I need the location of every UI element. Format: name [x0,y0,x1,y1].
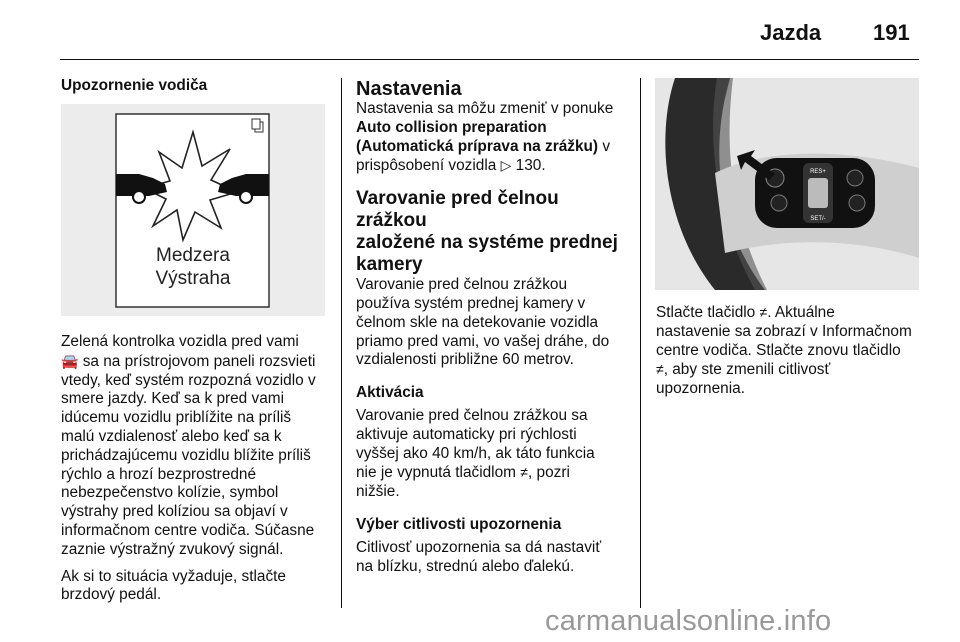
line: , aby ste zmenili citlivosť [663,361,831,379]
paragraph-warning-description [61,333,336,560]
cruise-roller-control[interactable] [808,178,828,208]
watermark: carmanualsonline.info [545,605,832,637]
section-heading-driver-alert: Upozornenie vodiča [61,77,208,94]
line: upozornenia. [656,380,745,398]
cruise-cancel-button[interactable] [771,195,787,211]
line: nižšie. [356,483,400,501]
section-heading-front-camera [356,188,631,276]
middle-column [356,78,631,584]
line: vtedy, keď systém rozpozná vozidlo v [61,371,316,389]
line: Varovanie pred čelnou zrážkou [356,188,559,232]
page-number: 191 [873,20,910,45]
display-label-line1: Medzera [156,245,230,266]
activation-paragraph [356,407,631,502]
line: Ak si to situácia vyžaduje, stlačte [61,567,286,585]
paragraph-brake-advice [61,568,336,606]
line: centre vodiča. Stlačte znovu tlačidlo [656,341,901,359]
collision-alert-button-icon: ≠ [656,361,664,378]
line: Citlivosť upozornenia sa dá nastaviť [356,538,602,556]
right-column-body [656,303,926,407]
set-label: SET/- [810,216,826,222]
line: prichádzajúcemu vozidlu blížite príliš [61,446,311,464]
line: Varovanie pred čelnou zrážkou [356,276,568,294]
display-label-line2: Výstraha [155,268,231,289]
line: v [598,137,611,155]
left-column [61,77,331,100]
line: kamery [356,254,423,276]
line: nebezpečenstvo kolízie, symbol [61,484,279,502]
line: čelnom skle na detekovanie vozidla [356,313,599,331]
line: Stlačte tlačidlo [656,304,760,321]
collision-warning-illustration [61,104,325,316]
line: . Aktuálne [767,304,835,321]
steering-wheel-illustration [655,78,919,290]
line: idúcemu vozidlu priblížite na príliš [61,409,292,427]
column-divider-left [341,78,342,608]
line: na blízku, strednú alebo ďalekú. [356,557,575,575]
line: rýchlo a hrozí bezprostredné [61,465,257,483]
line: brzdový pedál. [61,586,162,604]
line: smere jazdy. Keď sa k pred vami [61,390,285,408]
left-column-body [61,333,336,613]
line: nastavenie sa zobrazí v Informačnom [656,322,912,340]
line: priamo pred vami, vo vašej dráhe, do [356,332,610,350]
page-reference: 130. [515,157,546,175]
line: používa systém prednej kamery v [356,294,586,312]
cruise-on-button[interactable] [847,170,863,186]
steering-wheel-svg [655,78,919,290]
collision-alert-button-icon: ≠ [520,464,528,481]
settings-paragraph [356,100,631,176]
sensitivity-heading: Výber citlivosti upozornenia [356,515,562,533]
collision-display-svg [61,104,325,316]
sensitivity-paragraph [356,539,631,577]
running-header-title: Jazda [760,20,822,45]
activation-heading: Aktivácia [356,384,424,402]
line: výstrahy pred kolíziou sa objaví v [61,503,288,521]
vehicle-ahead-icon: 🚘 [61,352,79,369]
line: vzdialenosti približne 60 metrov. [356,351,574,369]
line: prispôsobení vozidla [356,157,501,175]
res-label: RES+ [810,169,826,175]
menu-path-line: Auto collision preparation [356,118,547,136]
header-rule [60,59,919,60]
line: Varovanie pred čelnou zrážkou sa [356,406,588,424]
line: Zelená kontrolka vozidla pred vami [61,333,299,350]
line: aktivuje automaticky pri rýchlosti [356,425,577,443]
line: nie je vypnutá tlačidlom [356,464,521,482]
right-paragraph [656,303,926,399]
line: , pozri [527,464,570,482]
page-reference-arrow-icon: ▷ [500,157,512,174]
line: Nastavenia sa môžu zmeniť v ponuke [356,100,614,117]
line: zaznie výstražný zvukový signál. [61,540,284,558]
line: vyššej ako 40 km/h, ak táto funkcia [356,444,595,462]
speed-limiter-button[interactable] [849,195,865,211]
line: sa na prístrojovom paneli rozsvieti [78,352,316,370]
front-camera-paragraph [356,276,631,370]
line: založené na systéme prednej [356,232,618,254]
line: informačnom centre vodiča. Súčasne [61,521,315,539]
settings-heading: Nastavenia [356,78,462,100]
menu-path-line: (Automatická príprava na zrážku) [356,137,599,155]
collision-alert-button-icon: ≠ [759,304,768,320]
line: malú vzdialenosť alebo keď sa k [61,427,282,445]
column-divider-right [640,78,641,608]
